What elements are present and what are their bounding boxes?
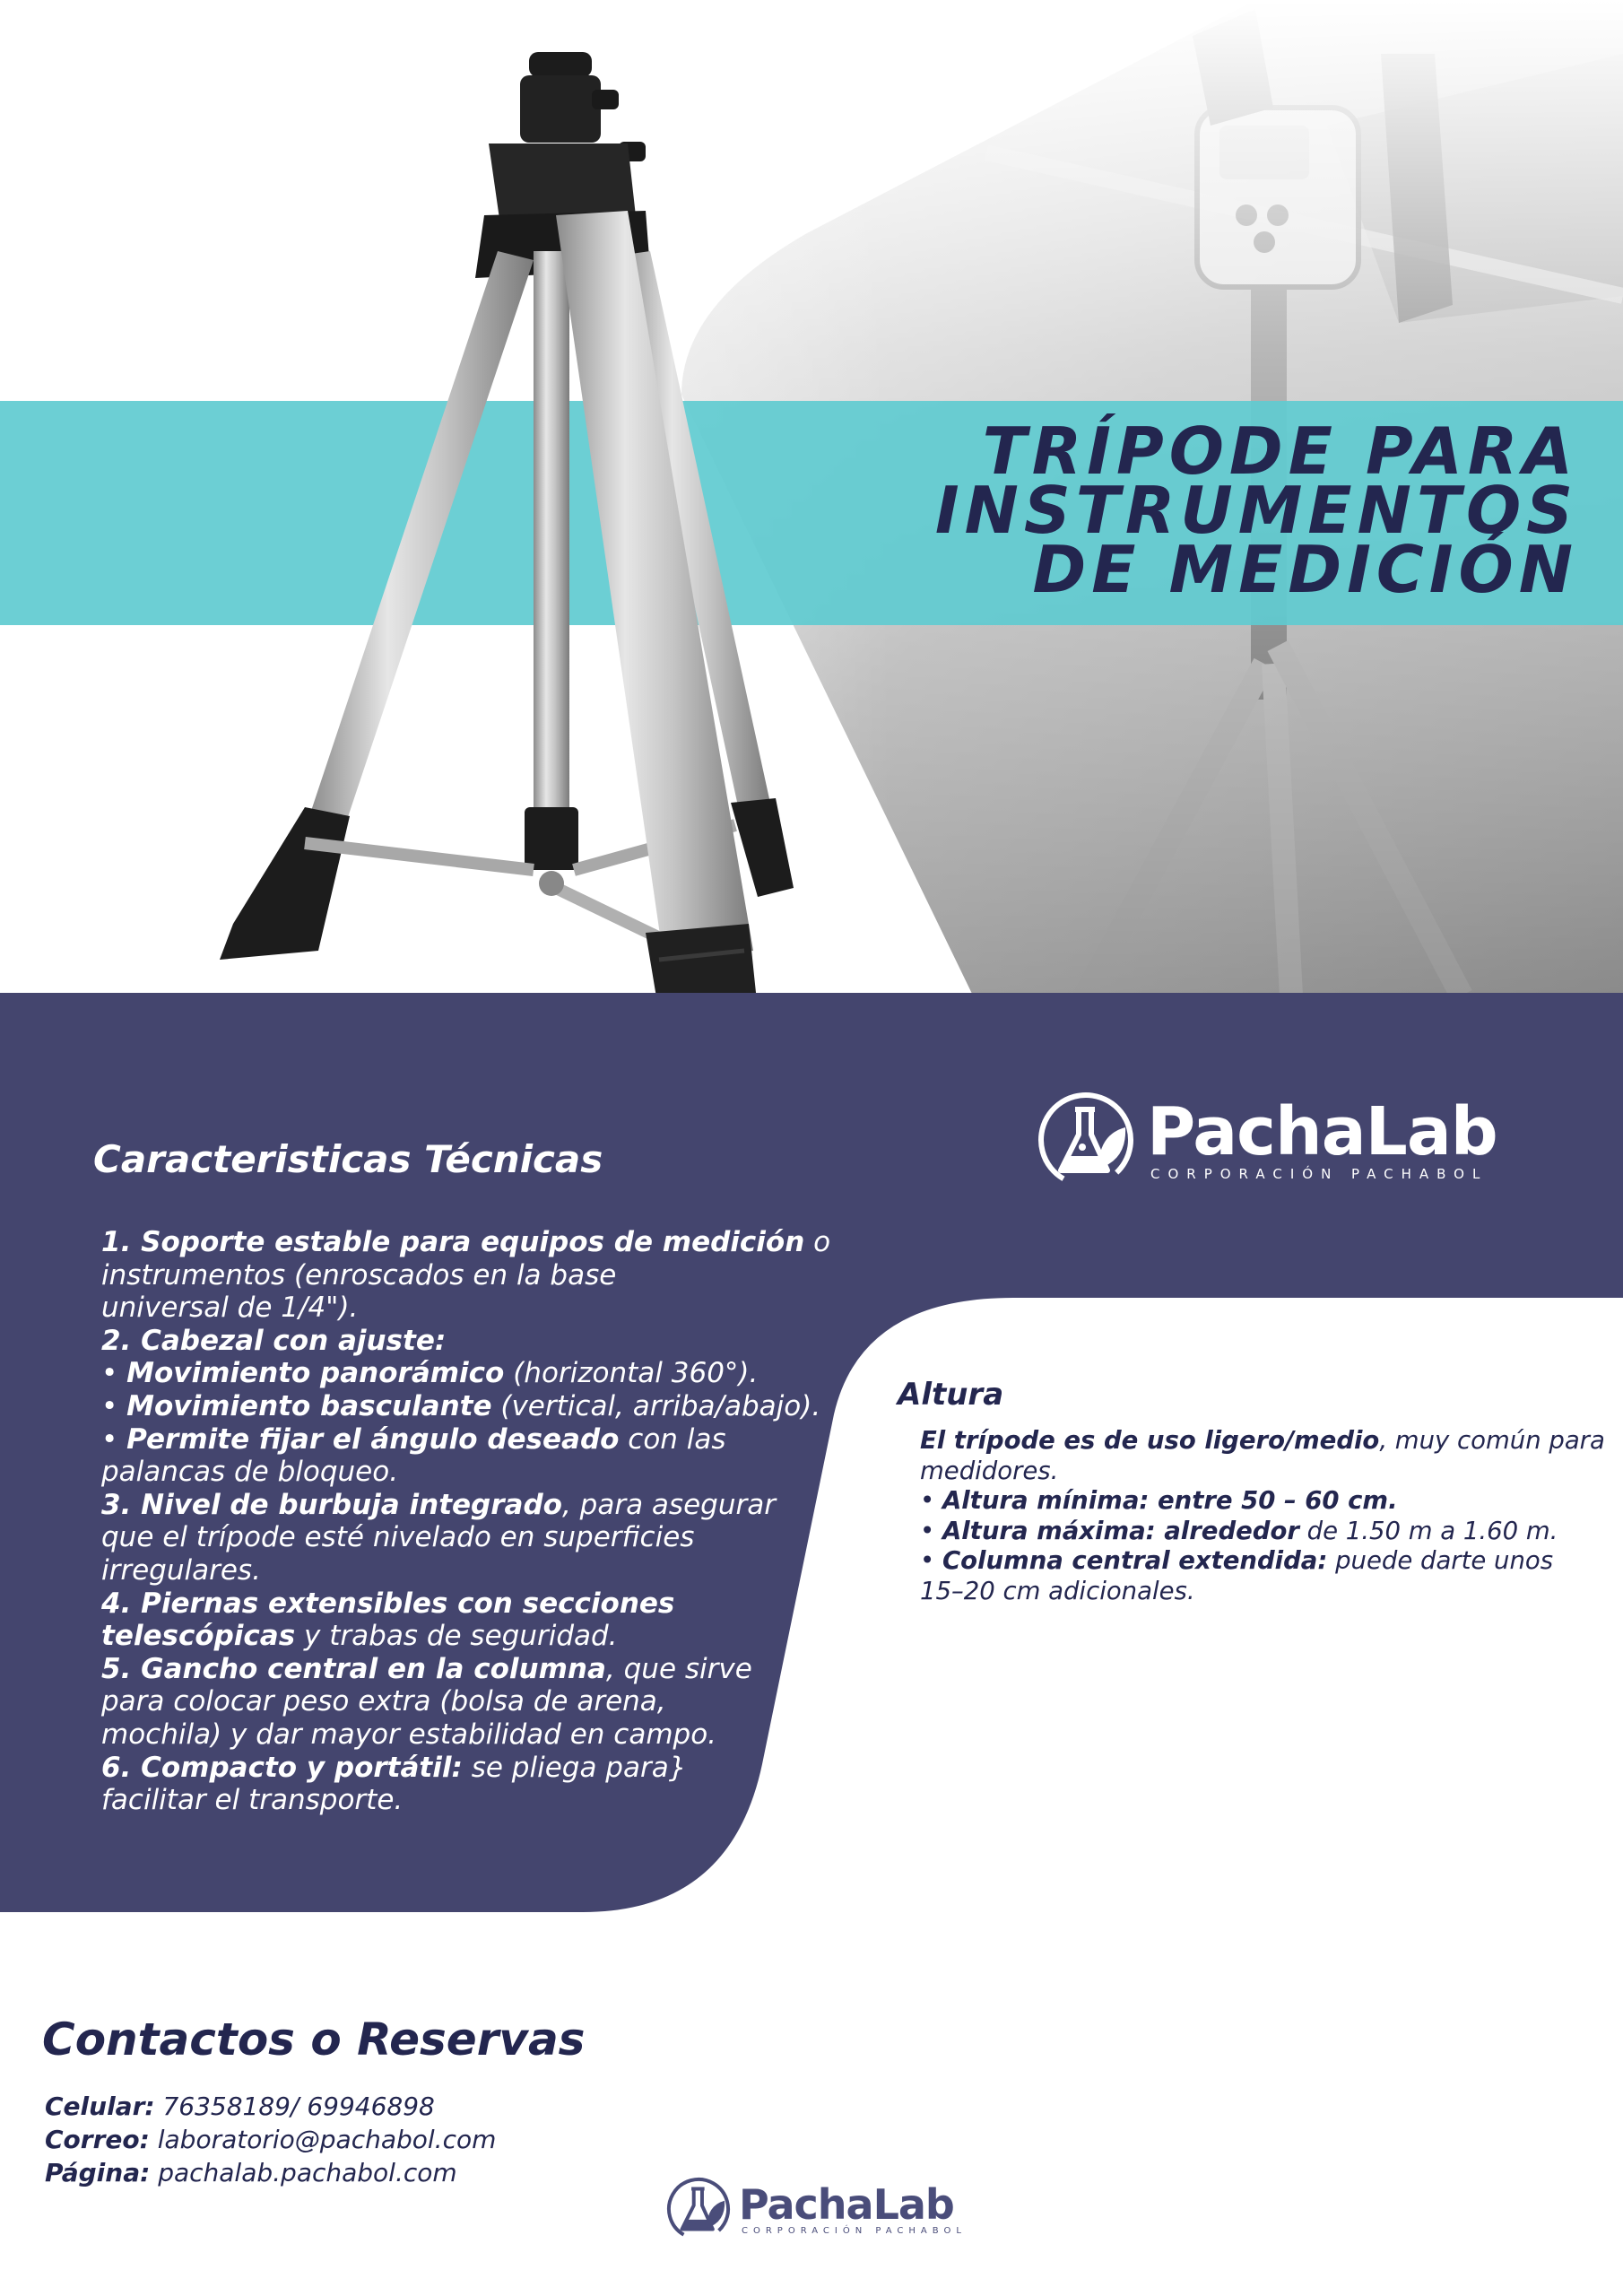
spec-text: 4. Piernas extensibles con secciones [101, 1587, 675, 1620]
title-line-3: DE MEDICIÓN [1032, 532, 1578, 607]
spec-text: , para asegurar [561, 1488, 776, 1521]
spec-text: mochila) y dar mayor estabilidad en campo. [101, 1718, 717, 1751]
bullet: • [101, 1357, 127, 1390]
spec-text: se pliega para} [462, 1751, 687, 1784]
contact-email-row [45, 2123, 496, 2156]
spec-text: , que sirve [605, 1652, 752, 1685]
spec-text: 1. Soporte estable para equipos de medición [101, 1226, 805, 1258]
logo-name: PachaLab [739, 2179, 954, 2229]
title-line-2: INSTRUMENTOS [934, 473, 1578, 548]
pachalab-logo [1036, 1090, 1497, 1190]
specs-heading: Caracteristicas Técnicas [93, 1137, 603, 1181]
contact-web-row [45, 2156, 496, 2189]
height-heading: Altura [898, 1377, 1004, 1413]
spec-text: (vertical, arriba/abajo). [491, 1389, 821, 1422]
bullet: • [101, 1389, 127, 1422]
spec-text: con las [619, 1422, 726, 1456]
flask-leaf-icon [1036, 1090, 1136, 1190]
title-line-1: TRÍPODE PARA [982, 413, 1578, 489]
bullet: • [920, 1486, 942, 1515]
spec-text: (horizontal 360°). [504, 1357, 759, 1390]
phone-label: Celular: [45, 2092, 155, 2121]
height-text: Altura mínima: entre 50 – 60 cm. [942, 1486, 1398, 1515]
phone-value[interactable]: 76358189/ 69946898 [154, 2092, 435, 2121]
spec-text: 3. Nivel de burbuja integrado [101, 1488, 562, 1521]
height-text: medidores. [920, 1456, 1059, 1485]
email-link[interactable]: laboratorio@pachabol.com [149, 2125, 497, 2154]
height-text: Columna central extendida: [942, 1546, 1328, 1575]
height-text: de 1.50 m a 1.60 m. [1298, 1516, 1558, 1545]
spec-text: o [804, 1226, 831, 1258]
spec-text: Movimiento basculante [126, 1389, 492, 1422]
height-text: El trípode es de uso ligero/medio [920, 1426, 1380, 1455]
spec-text: universal de 1/4"). [101, 1292, 359, 1325]
spec-text: telescópicas [101, 1620, 296, 1653]
contact-phone-row [45, 2090, 496, 2123]
spec-text: instrumentos (enroscados en la base [101, 1258, 617, 1292]
page-title [934, 413, 1578, 607]
pachalab-logo-footer [665, 2176, 967, 2242]
bullet: • [920, 1516, 942, 1545]
height-details [920, 1426, 1605, 1606]
spec-text: 5. Gancho central en la columna [101, 1652, 606, 1685]
website-link[interactable]: pachalab.pachabol.com [150, 2158, 457, 2187]
contact-heading: Contactos o Reservas [42, 2013, 586, 2066]
logo-name: PachaLab [1147, 1093, 1497, 1170]
height-text: Altura máxima: alrededor [942, 1516, 1299, 1545]
spec-text: facilitar el transporte. [101, 1784, 404, 1817]
email-label: Correo: [45, 2125, 150, 2154]
contact-details [45, 2090, 496, 2189]
spec-text: y trabas de seguridad. [295, 1620, 618, 1653]
spec-text: que el trípode esté nivelado en superficies [101, 1521, 695, 1554]
height-text: 15–20 cm adicionales. [920, 1576, 1195, 1605]
height-text: puede darte unos [1327, 1546, 1554, 1575]
spec-text: Movimiento panorámico [126, 1357, 505, 1390]
height-text: , muy común para [1379, 1426, 1605, 1455]
logo-subtitle: CORPORACIÓN PACHABOL [742, 2225, 967, 2236]
spec-text: para colocar peso extra (bolsa de arena, [101, 1685, 666, 1718]
bullet: • [101, 1422, 127, 1456]
spec-text: palancas de bloqueo. [101, 1456, 399, 1489]
spec-text: 6. Compacto y portátil: [101, 1751, 463, 1784]
logo-subtitle: CORPORACIÓN PACHABOL [1150, 1166, 1488, 1182]
specs-list [101, 1226, 831, 1817]
spec-text: irregulares. [101, 1553, 261, 1587]
spec-text: Permite fijar el ángulo deseado [126, 1422, 620, 1456]
bullet: • [920, 1546, 942, 1575]
spec-text: 2. Cabezal con ajuste: [101, 1324, 447, 1357]
web-label: Página: [45, 2158, 151, 2187]
flask-leaf-icon [665, 2176, 732, 2242]
